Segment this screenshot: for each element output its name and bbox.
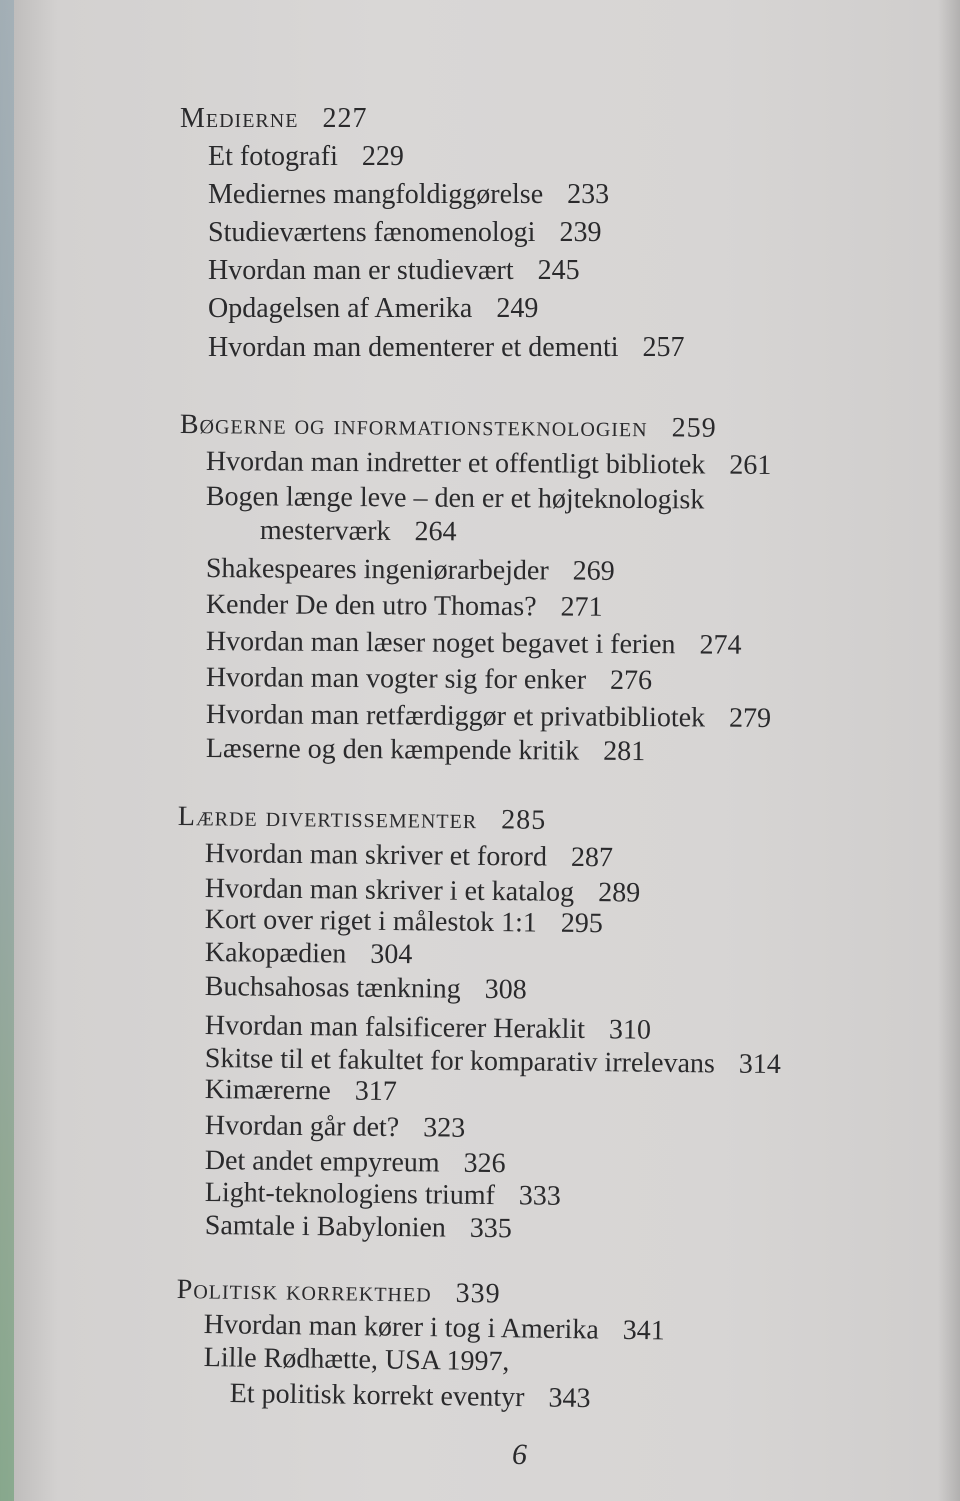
section-page: 339 xyxy=(455,1277,501,1310)
entry-page: 264 xyxy=(414,516,457,548)
entry-title: Hvordan man skriver et forord xyxy=(204,838,548,873)
toc-entry xyxy=(208,141,404,173)
toc-entry xyxy=(206,733,645,768)
entry-page: 341 xyxy=(622,1314,665,1347)
section-heading xyxy=(180,103,367,135)
entry-title: Hvordan man retfærdiggør et privatbibliotek xyxy=(205,699,706,734)
entry-title: Hvordan man læser noget begavet i ferien xyxy=(205,626,676,661)
entry-page: 271 xyxy=(560,591,603,623)
toc-entry xyxy=(208,293,538,325)
entry-page: 261 xyxy=(729,449,772,481)
entry-page: 279 xyxy=(728,702,772,734)
toc-entry xyxy=(204,1309,665,1347)
section-title: Politisk korrekthed xyxy=(176,1274,432,1309)
entry-page: 281 xyxy=(603,735,646,768)
entry-page: 343 xyxy=(548,1382,591,1415)
entry-page: 249 xyxy=(496,293,539,324)
toc-entry xyxy=(205,1177,561,1213)
entry-page: 304 xyxy=(370,938,413,971)
toc-entry xyxy=(206,553,615,588)
toc-entry xyxy=(205,838,613,874)
entry-title: Shakespeares ingeniørarbejder xyxy=(205,553,549,587)
toc-entry xyxy=(206,626,742,662)
entry-page: 289 xyxy=(597,877,641,909)
entry-page: 323 xyxy=(423,1112,466,1144)
entry-title: Kort over riget i målestok 1:1 xyxy=(204,904,538,939)
toc-entry xyxy=(208,332,685,364)
entry-title: Kakopædien xyxy=(204,937,347,970)
section-title: Medierne xyxy=(180,103,299,134)
entry-title: Kimærerne xyxy=(204,1074,331,1107)
entry-title: Det andet empyreum xyxy=(204,1145,440,1179)
toc-entry xyxy=(205,1145,506,1180)
entry-page: 245 xyxy=(537,255,580,286)
entry-page: 314 xyxy=(738,1048,782,1081)
toc-entry xyxy=(206,662,652,697)
entry-page: 295 xyxy=(560,907,604,940)
entry-page: 233 xyxy=(567,179,610,210)
toc-entry-continuation xyxy=(230,1378,591,1415)
page-edge-left xyxy=(0,0,14,1501)
entry-page: 326 xyxy=(463,1147,506,1180)
entry-title: Buchsahosas tænkning xyxy=(204,971,461,1005)
section-page: 227 xyxy=(322,103,368,134)
section-title: Lærde divertissementer xyxy=(177,801,478,836)
toc-entry xyxy=(205,937,413,971)
section-page: 259 xyxy=(671,412,717,444)
toc-entry xyxy=(205,971,527,1006)
section-title: Bøgerne og informationsteknologien xyxy=(179,409,648,444)
entry-title: Hvordan man vogter sig for enker xyxy=(205,662,587,696)
toc-entry xyxy=(205,1074,397,1108)
entry-page: 257 xyxy=(642,332,685,363)
entry-page: 274 xyxy=(699,629,742,661)
entry-title: Mediernes mangfoldiggørelse xyxy=(208,179,544,210)
toc-entry xyxy=(206,589,603,624)
entry-title: Light-teknologiens triumf xyxy=(204,1177,496,1212)
entry-page: 229 xyxy=(361,141,404,172)
toc-entry xyxy=(205,1110,466,1145)
entry-page: 333 xyxy=(518,1180,562,1212)
entry-title-continued: mesterværk xyxy=(259,515,391,547)
entry-title: Kender De den utro Thomas? xyxy=(205,589,537,623)
entry-title-continued: Et politisk korrekt eventyr xyxy=(229,1378,525,1414)
entry-title: Hvordan man dementerer et dementi xyxy=(208,332,619,363)
entry-page: 335 xyxy=(469,1212,513,1245)
entry-title: Bogen længe leve – den er et højteknologisk xyxy=(205,481,705,516)
entry-title: Opdagelsen af Amerika xyxy=(208,293,473,324)
toc-entry xyxy=(204,1342,510,1378)
entry-title: Læserne og den kæmpende kritik xyxy=(205,733,580,767)
toc-entry xyxy=(206,481,705,516)
section-heading xyxy=(180,409,717,445)
toc-entry xyxy=(205,1010,651,1047)
entry-page: 276 xyxy=(609,664,653,697)
toc-entry xyxy=(208,179,609,211)
entry-title: Hvordan man falsificerer Heraklit xyxy=(204,1010,586,1045)
entry-page: 287 xyxy=(570,841,614,874)
entry-title: Hvordan man kører i tog i Amerika xyxy=(203,1309,599,1346)
entry-title: Studieværtens fænomenologi xyxy=(208,217,536,248)
section-page: 285 xyxy=(501,804,547,836)
toc-entry xyxy=(205,1210,512,1245)
entry-title: Et fotografi xyxy=(208,141,338,172)
entry-title: Hvordan man skriver i et katalog xyxy=(204,873,575,908)
entry-page: 239 xyxy=(559,217,602,248)
entry-title: Hvordan går det? xyxy=(204,1110,400,1144)
entry-page: 308 xyxy=(484,973,527,1006)
toc-entry xyxy=(206,446,772,482)
entry-title: Lille Rødhætte, USA 1997, xyxy=(203,1342,510,1378)
entry-title: Skitse til et fakultet for komparativ irrelevans xyxy=(204,1043,716,1080)
entry-page: 317 xyxy=(354,1075,397,1108)
toc-entry-continuation xyxy=(260,515,457,548)
entry-page: 310 xyxy=(608,1014,652,1046)
page-number: 6 xyxy=(512,1438,527,1471)
entry-page: 269 xyxy=(572,555,615,587)
section-heading xyxy=(177,1274,501,1311)
page-edge-right xyxy=(938,0,960,1501)
toc-entry xyxy=(208,255,580,287)
entry-title: Samtale i Babylonien xyxy=(204,1210,447,1244)
toc-entry xyxy=(206,699,771,735)
entry-title: Hvordan man indretter et offentligt bibliotek xyxy=(205,446,706,481)
toc-entry xyxy=(205,904,603,940)
toc-entry xyxy=(208,217,601,249)
section-heading xyxy=(178,801,547,837)
entry-title: Hvordan man er studievært xyxy=(208,255,514,286)
